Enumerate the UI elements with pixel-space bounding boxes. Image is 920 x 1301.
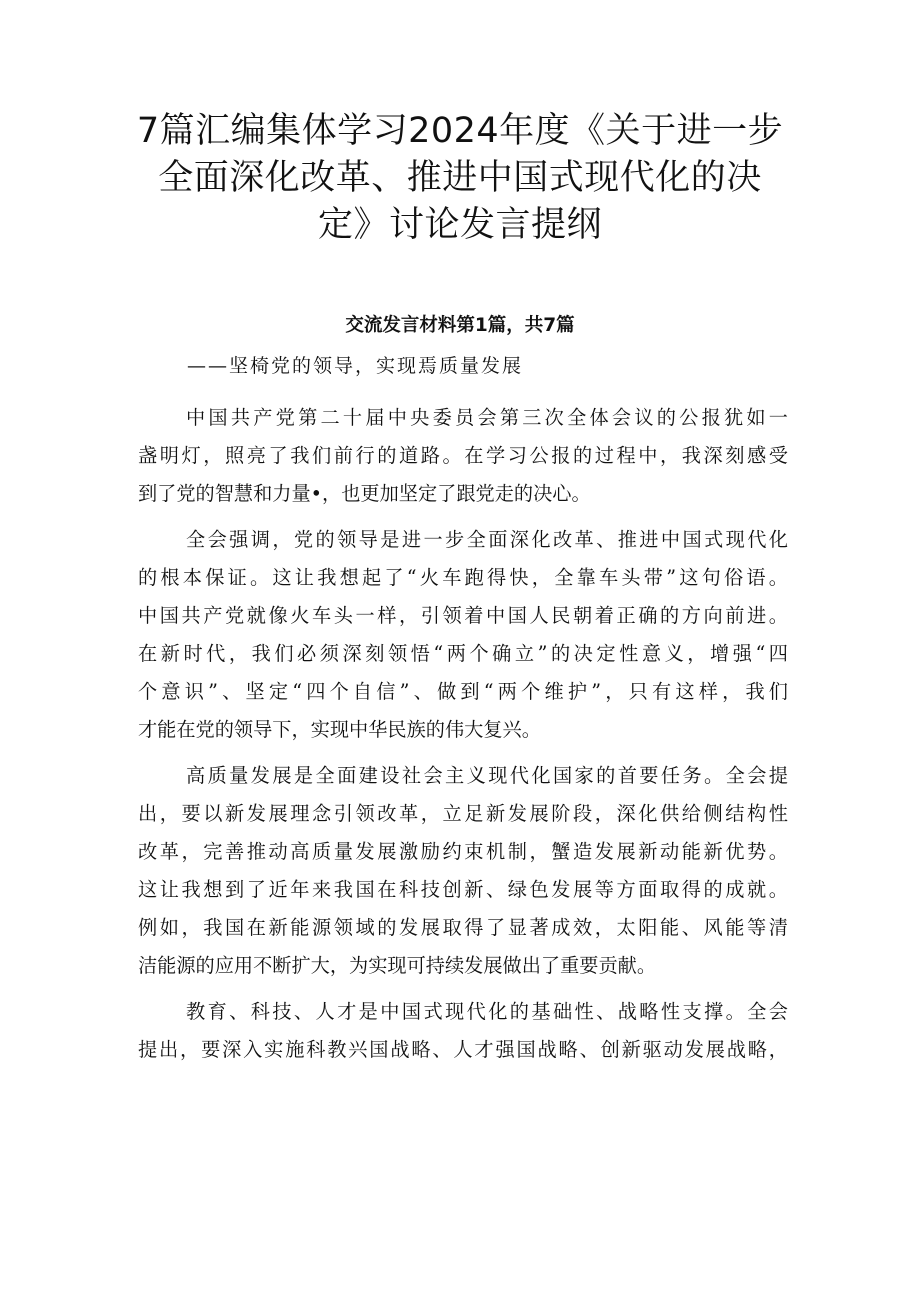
paragraph-line: 中国共产党第二十届中央委员会第三次全体会议的公报犹如一 (186, 406, 788, 429)
paragraph-line: 个意识”、坚定“四个自信”、做到“两个维护”，只有这样，我们 (138, 680, 788, 703)
paragraph-line: 洁能源的应用不断扩大，为实现可持续发展做出了重要贡献。 (138, 954, 657, 977)
paragraph-line: 到了党的智慧和力量•，也更加坚定了跟党走的决心。 (138, 482, 591, 505)
paragraph-line: 在新时代，我们必须深刻领悟“两个确立”的决定性意义，增强“四 (138, 642, 788, 665)
title-line: 定》讨论发言提纲 (317, 205, 602, 245)
paragraph-line: 高质量发展是全面建设社会主义现代化国家的首要任务。全会提 (186, 764, 788, 787)
paragraph-line: 教育、科技、人才是中国式现代化的基础性、战略性支撑。全会 (186, 1000, 788, 1023)
title-line: 全面深化改革、推进中国式现代化的决 (158, 158, 762, 198)
paragraph-line: 盏明灯，照亮了我们前行的道路。在学习公报的过程中，我深刻感受 (138, 444, 788, 467)
paragraph-line: 中国共产党就像火车头一样，引领着中国人民朝着正确的方向前进。 (138, 604, 788, 627)
paragraph-line: 改革，完善推动高质量发展激励约束机制，蟹造发展新动能新优势。 (138, 840, 788, 863)
paragraph-line: 全会强调，党的领导是进一步全面深化改革、推进中国式现代化 (186, 528, 788, 551)
document-body (138, 399, 788, 1077)
paragraph (138, 399, 788, 513)
section-subtitle: 交流发言材料第1篇，共7篇 (345, 315, 575, 336)
paragraph-line: 这让我想到了近年来我国在科技创新、绿色发展等方面取得的成就。 (138, 878, 788, 901)
paragraph (138, 757, 788, 985)
paragraph (138, 521, 788, 749)
paragraph-line: 出，要以新发展理念引领改革，立足新发展阶段，深化供给侧结构性 (138, 802, 788, 825)
title-line: 7篇汇编集体学习2024年度《关于进一步 (136, 111, 784, 151)
paragraph-line: 才能在党的领导下，实现中华民族的伟大复兴。 (138, 718, 541, 741)
paragraph (138, 993, 788, 1069)
section-tagline: ——坚椅党的领导，实现焉质量发展 (187, 355, 524, 377)
document-title (100, 108, 820, 249)
paragraph-line: 的根本保证。这让我想起了“火车跑得快，全靠车头带”这句俗语。 (138, 566, 788, 589)
paragraph-line: 例如，我国在新能源领域的发展取得了显著成效，太阳能、风能等清 (138, 916, 788, 939)
paragraph-line: 提出，要深入实施科教兴国战略、人才强国战略、创新驱动发展战略， (138, 1038, 788, 1061)
